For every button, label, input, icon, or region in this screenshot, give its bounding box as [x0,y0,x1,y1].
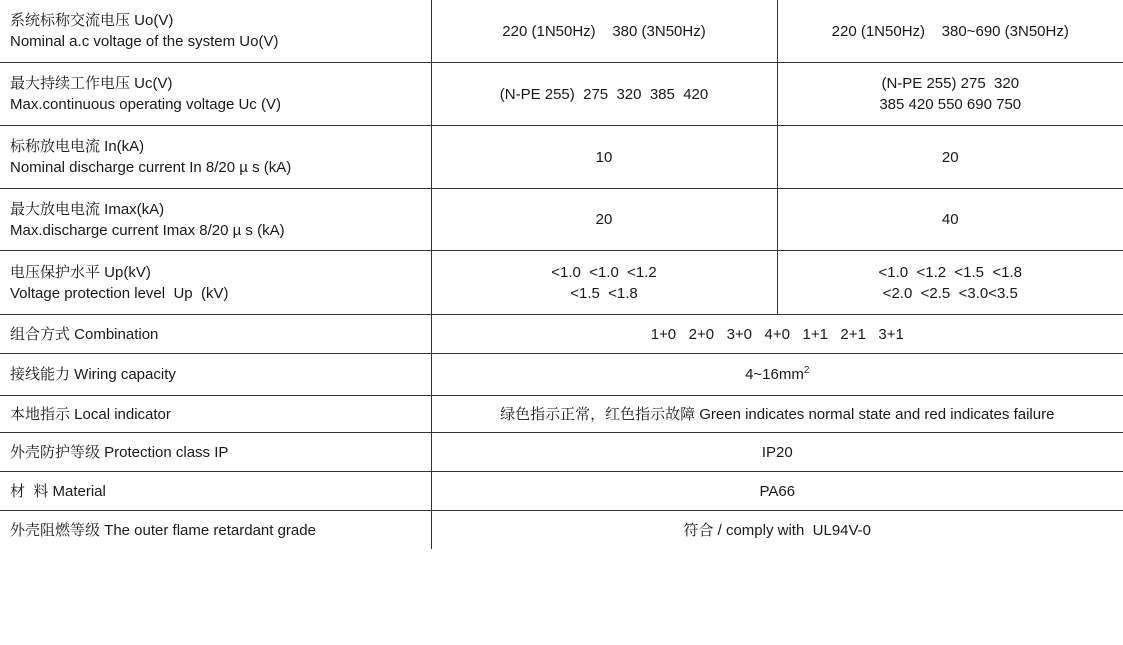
table-row [0,396,1123,433]
value-cell-type1 [431,126,777,189]
row-label [0,63,431,126]
value-line: <1.5 <1.8 [570,284,638,302]
value-cell-type2 [777,251,1123,315]
value-line: (N-PE 255) 275 320 385 420 [499,85,709,103]
value-line: 20 [941,148,959,166]
row-label: 接线能力 Wiring capacity [0,354,431,396]
row-label: 组合方式 Combination [0,315,431,354]
row-label [0,251,431,315]
label-english: Nominal a.c voltage of the system Uo(V) [10,33,279,50]
label-english: Max.continuous operating voltage Uc (V) [10,96,281,113]
table-row [0,315,1123,354]
row-label [0,189,431,251]
label-english: Nominal discharge current In 8/20 µ s (kA) [10,159,292,176]
wiring-capacity-value [431,354,1123,396]
table-row [0,511,1123,550]
value-cell-type1 [431,63,777,126]
table-row [0,0,1123,63]
local-indicator-value: 绿色指示正常，红色指示故障 Green indicates normal state and red indicates failure [431,396,1123,433]
label-chinese: 系统标称交流电压 Uo(V) [10,12,174,29]
value-line: <1.0 <1.0 <1.2 [551,263,657,281]
label-english: Voltage protection level Up (kV) [10,284,229,302]
row-label: 材 料 Material [0,472,431,511]
wiring-capacity-superscript: 2 [803,365,810,376]
row-label: 外壳防护等级 Protection class IP [0,433,431,472]
value-line: 10 [595,148,613,166]
table-row [0,433,1123,472]
value-line: <2.0 <2.5 <3.0<3.5 [882,284,1018,302]
table-row [0,472,1123,511]
protection-class-value: IP20 [431,433,1123,472]
label-chinese: 电压保护水平 Up(kV) [10,263,151,281]
table-row [0,63,1123,126]
value-line: 385 420 550 690 750 [879,96,1022,113]
label-chinese: 标称放电电流 In(kA) [10,138,145,155]
label-chinese: 最大放电电流 Imax(kA) [10,200,165,218]
combination-value: 1+0 2+0 3+0 4+0 1+1 2+1 3+1 [431,315,1123,354]
row-label [0,126,431,189]
value-cell-type2 [777,126,1123,189]
value-line: <1.0 <1.2 <1.5 <1.8 [878,263,1022,281]
row-label [0,0,431,63]
table-row [0,126,1123,189]
value-line: (N-PE 255) 275 320 [881,75,1020,92]
row-label: 本地指示 Local indicator [0,396,431,433]
value-cell-type2 [777,189,1123,251]
table-row [0,251,1123,315]
flame-retardant-value: 符合 / comply with UL94V-0 [431,511,1123,550]
row-label: 外壳阻燃等级 The outer flame retardant grade [0,511,431,550]
table-row [0,189,1123,251]
value-line: 20 [595,211,613,228]
label-english: Max.discharge current Imax 8/20 µ s (kA) [10,221,285,239]
material-value: PA66 [431,472,1123,511]
value-cell-type1 [431,251,777,315]
value-line: 220 (1N50Hz) 380 (3N50Hz) [502,22,706,40]
value-line: 40 [941,211,959,228]
label-chinese: 最大持续工作电压 Uc(V) [10,75,173,92]
value-cell-type2 [777,63,1123,126]
value-line: 220 (1N50Hz) 380~690 (3N50Hz) [831,22,1069,40]
wiring-capacity-text: 4~16mm [745,366,804,383]
value-cell-type1 [431,189,777,251]
value-cell-type1 [431,0,777,63]
value-cell-type2 [777,0,1123,63]
table-row [0,354,1123,396]
